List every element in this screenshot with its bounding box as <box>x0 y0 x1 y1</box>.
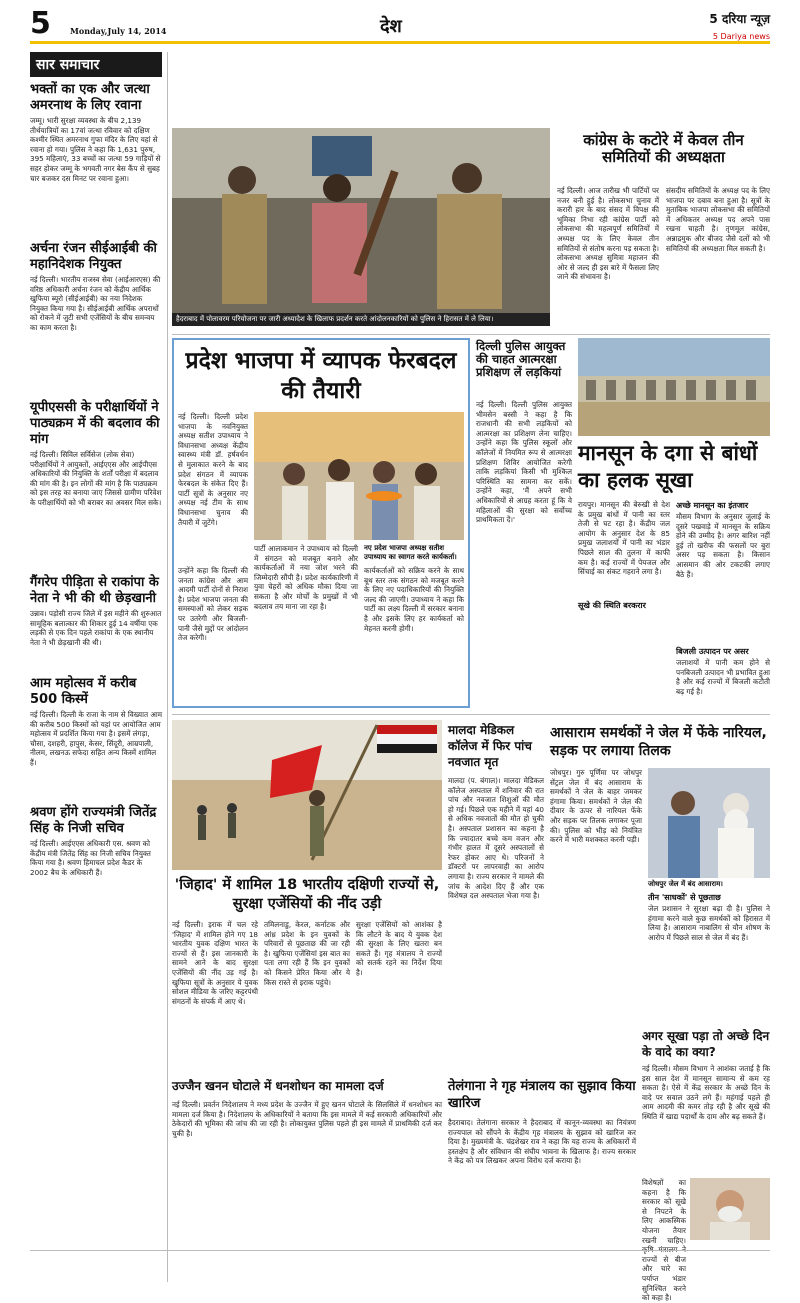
bjp-body-col1: नई दिल्ली। दिल्ली प्रदेश भाजपा के नवनियुक्त अध्यक्ष सतीश उपाध्याय ने विधानसभा अध्यक्ष केंद्रीय स्वास्थ्य मंत्री डॉ. हर्षवर्धन से मुलाकात करने के बाद प्रदेश संगठन में व्यापक फेरबदल के संकेत दिए हैं। पार्टी सूत्रों के अनुसार नए अध्यक्ष नई टीम के साथ विधानसभा चुनाव की तैयारी में जुटेंगे। <box>178 412 248 527</box>
bjp-body-col4: उन्होंने कहा कि दिल्ली की जनता कांग्रेस और आम आदमी पार्टी दोनों से निराश है। प्रदेश भाजपा जनता की समस्याओं को लेकर सड़क पर उतरेगी और बिजली-पानी जैसे मुद्दों पर आंदोलन तेज करेगी। <box>178 566 248 643</box>
column-divider <box>167 52 168 1282</box>
monsoon-body-col3: जलाशयों में पानी कम होने से पनबिजली उत्पादन भी प्रभावित हुआ है और कई राज्यों में बिजली कटौती बढ़ गई है। <box>676 658 770 696</box>
jihad-body-col2: तमिलनाडु, केरल, कर्नाटक और आंध्र प्रदेश के इन युवकों के परिवारों से पूछताछ की जा रही है। खुफिया एजेंसियां इस बात का पता लगा रही हैं कि इन युवकों को किसने प्रेरित किया और ये किस रास्ते से इराक पहुंचे। <box>264 920 350 987</box>
malda-headline: मालदा मेडिकल कॉलेज में फिर पांच नवजात मृत <box>448 723 532 769</box>
telangana-headline: तेलंगाना ने गृह मंत्रालय का सुझाव किया खारिज <box>448 1079 636 1111</box>
brief-headline: यूपीएससी के परीक्षार्थियों ने पाठ्यक्रम में की बदलाव की मांग <box>30 400 160 447</box>
brand-subtitle: 5 Dariya news <box>712 32 770 41</box>
jihad-body-col3: सुरक्षा एजेंसियों को आशंका है कि लौटने के बाद ये युवक देश की सुरक्षा के लिए खतरा बन सकते हैं। गृह मंत्रालय ने राज्यों को सतर्क रहने का निर्देश दिया है। <box>356 920 442 977</box>
newspaper-page <box>30 0 770 1303</box>
brief-body: नई दिल्ली। दिल्ली के राजा के नाम से विख्यात आम की करीब 500 किस्मों को यहां पर आयोजित आम महोत्सव में प्रदर्शित किया गया है। इसमें लंगड़ा, चौसा, दशहरी, हापुस, केसर, सिंदूरी, आम्रपाली, नीलम, लखनऊ सफेदा सहित अन्य किस्में शामिल हैं। <box>30 710 162 767</box>
jihad-photo-illustration <box>172 720 442 870</box>
brief-headline: गैंगरेप पीड़िता से राकांपा के नेता ने भी की थी छेड़खानी <box>30 575 159 606</box>
asaram-photo <box>648 768 770 878</box>
briefs-column <box>30 52 162 1292</box>
bjp-photo-illustration <box>254 412 464 540</box>
bjp-photo-caption: नए प्रदेश भाजपा अध्यक्ष सतीश उपाध्याय का स्वागत करते कार्यकर्ता। <box>364 544 457 561</box>
brief-headline: आम महोत्सव में करीब 500 किस्में <box>30 676 137 707</box>
bjp-body-col3: कार्यकर्ताओं को सक्रिय करने के साथ बूथ स्तर तक संगठन को मजबूत करने के लिए नए पदाधिकारियों की नियुक्ति जल्द की जाएगी। उपाध्याय ने कहा कि पार्टी का लक्ष्य दिल्ली में सरकार बनाना है और इसके लिए हर कार्यकर्ता को मेहनत करनी होगी। <box>364 566 464 633</box>
brief-body: नई दिल्ली। आईएएस अधिकारी एस. श्रवण को केंद्रीय मंत्री जितेंद्र सिंह का निजी सचिव नियुक्त किया गया है। श्रवण हिमाचल प्रदेश कैडर के 2002 बैच के अधिकारी हैं। <box>30 839 151 877</box>
congress-headline: कांग्रेस के कटोरे में केवल तीन समितियों की अध्यक्षता <box>583 131 744 167</box>
ujjain-body: नई दिल्ली। प्रवर्तन निदेशालय ने मध्य प्रदेश के उज्जैन में हुए खनन घोटाले के सिलसिले में धनशोधन का मामला दर्ज किया है। निदेशालय के अधिकारियों ने बताया कि इस मामले में कई सरकारी अधिकारियों और ठेकेदारों की भूमिका की जांच की जा रही है। लोकायुक्त पुलिस पहले ही इस मामले में प्राथमिकी दर्ज कर चुकी है। <box>172 1100 442 1138</box>
monsoon-body-col1: रायपुर। मानसून की बेरुखी से देश के प्रमुख बांधों में पानी का स्तर तेजी से घट रहा है। केंद्रीय जल आयोग के अनुसार देश के 85 प्रमुख जलाशयों में पानी का भंडार पिछले साल की तुलना में काफी कम है। कई राज्यों में पेयजल और सिंचाई का संकट गहराने लगा है। <box>578 500 670 577</box>
jihad-photo <box>172 720 442 870</box>
brief-body: उन्नाव। पड़ोसी राज्य जिले में इस महीने की शुरुआत सामूहिक बलात्कार की शिकार हुई 14 वर्षीया एक लड़की से एक दिन पहले राकांपा के एक स्थानीय नेता ने भी छेड़खानी की थी। <box>30 609 162 647</box>
monsoon-headline: मानसून के दगा से बांधों का हलक सूखा <box>578 441 758 492</box>
jihad-body-col1: नई दिल्ली। इराक में चल रहे 'जिहाद' में शामिल होने गए 18 भारतीय युवक दक्षिण भारत के राज्यों से हैं। इस जानकारी के सामने आने के बाद सुरक्षा एजेंसियों की नींद उड़ गई है। खुफिया सूत्रों के अनुसार ये युवक सोशल मीडिया के जरिए कट्टरपंथी संगठनों के संपर्क में आए थे। <box>172 920 258 1006</box>
protest-photo-illustration <box>172 128 550 313</box>
asaram-photo-illustration <box>648 768 770 878</box>
asaram-body-col1: जोधपुर। गुरु पूर्णिमा पर जोधपुर सेंट्रल जेल में बंद आसाराम के समर्थकों ने जेल के बाहर जमकर हंगामा किया। समर्थकों ने जेल की दीवार के ऊपर से नारियल फेंके और सड़क पर तिलक लगाकर पूजा की। पुलिस को भीड़ को नियंत्रित करने में भारी मशक्कत करनी पड़ी। <box>550 768 642 845</box>
page-number: 5 <box>30 6 51 41</box>
asaram-subhead: तीन 'साधकों' से पूछताछ <box>648 893 721 902</box>
protest-photo-caption: हैदराबाद में पोलावरम परियोजना पर जारी अध्यादेश के खिलाफ प्रदर्शन करते आंदोलनकारियों को पुलिस ने हिरासत में ले लिया। <box>172 313 550 326</box>
brief-body: नई दिल्ली। सिविल सर्विसेज (लोक सेवा) परीक्षार्थियों ने आयुक्तों, आईएएस और आईपीएस अधिकारियों की नियुक्ति के शर्तों परीक्षा में बदलाव की मांग की है। इन लोगों की मांग है कि पाठ्यक्रम को इस तरह का बनाया जाए जिससे ग्रामीण परिवेश के परीक्षार्थियों को भी बराबर का अवसर मिल सके। <box>30 450 162 507</box>
issue-date: Monday,July 14, 2014 <box>70 26 167 36</box>
jihad-headline: 'जिहाद' में शामिल 18 भारतीय दक्षिणी राज्यों से, सुरक्षा एजेंसियों की नींद उड़ी <box>174 877 440 912</box>
congress-body-col2: संसदीय समितियों के अध्यक्ष पद के लिए भाजपा पर दबाव बना हुआ है। सूत्रों के मुताबिक भाजपा लोकसभा की समितियों में अधिकतर अध्यक्ष पद अपने पास रखना चाहती है। तृणमूल कांग्रेस, अन्नाद्रमुक और बीजद जैसे दलों को भी समितियों की अध्यक्षता मिल सकती है। <box>666 186 770 253</box>
bjp-headline: प्रदेश भाजपा में व्यापक फेरबदल की तैयारी <box>185 348 457 404</box>
modi-photo <box>690 1178 770 1240</box>
brand-name: 5 दरिया न्यूज़ <box>709 12 770 26</box>
section-title: देश <box>380 16 402 37</box>
protest-photo <box>172 128 550 313</box>
achhe-din-body-col1: नई दिल्ली। मौसम विभाग ने आशंका जताई है कि इस साल देश में मानसून सामान्य से कम रह सकता है। ऐसे में केंद्र सरकार के अच्छे दिन के वादे पर सवाल उठने लगे हैं। महंगाई पहले ही आम आदमी की कमर तोड़ रही है और सूखे की स्थिति में खाद्य पदार्थों के दाम और बढ़ सकते हैं। <box>642 1064 770 1121</box>
achhe-din-body-col2: विशेषज्ञों का कहना है कि सरकार को सूखे से निपटने के लिए आकस्मिक योजना तैयार रखनी चाहिए। राज्यों से बीज और चारे का पर्याप्त भंडार सुनिश्चित करने को कहा है। <box>642 1178 686 1303</box>
brief-headline: अर्चना रंजन सीईआईबी की महानिदेशक नियुक्त <box>30 241 157 272</box>
bjp-body-col2: पार्टी आलाकमान ने उपाध्याय को दिल्ली में संगठन को मजबूत बनाने और कार्यकर्ताओं में नया जोश भरने की जिम्मेदारी सौंपी है। प्रदेश कार्यकारिणी में युवा चेहरों को अधिक मौका दिया जा सकता है और मोर्चों के प्रमुखों में भी बदलाव तय माना जा रहा है। <box>254 544 358 611</box>
brief-body: नई दिल्ली। भारतीय राजस्व सेवा (आईआरएस) की वरिष्ठ अधिकारी अर्चना रंजन को केंद्रीय आर्थिक खुफिया ब्यूरो (सीईआईबी) का नया निदेशक नियुक्त किया गया है। सीईआईबी आर्थिक अपराधों को रोकने में जुटी सभी एजेंसियों के बीच समन्वय का काम करता है। <box>30 275 161 332</box>
footer-rule <box>30 1250 770 1251</box>
asaram-body-col2: जेल प्रशासन ने सुरक्षा बढ़ा दी है। पुलिस ने हंगामा करने वाले कुछ समर्थकों को हिरासत में लिया है। आसाराम नाबालिग से यौन शोषण के आरोप में पिछले साल से जेल में बंद हैं। <box>648 904 770 942</box>
brief-headline: भक्तों का एक और जत्था अमरनाथ के लिए रवाना <box>30 82 150 113</box>
malda-body: मालदा (प. बंगाल)। मालदा मेडिकल कॉलेज अस्पताल में शनिवार की रात पांच और नवजात शिशुओं की मौत हो गई। पिछले एक महीने में यहां 40 से अधिक नवजातों की मौत हो चुकी है। अस्पताल प्रशासन का कहना है कि ज्यादातर बच्चे कम वजन और गंभीर हालत में दूसरे अस्पतालों से रेफर होकर आए थे। परिजनों ने डॉक्टरों पर लापरवाही का आरोप लगाया है। राज्य सरकार ने मामले की जांच के आदेश दिए हैं और एक विशेषज्ञ दल अस्पताल भेजा गया है। <box>448 776 544 901</box>
brief-body: जम्मू। भारी सुरक्षा व्यवस्था के बीच 2,139 तीर्थयात्रियों का 17वां जत्था रविवार को दक्षिण कश्मीर स्थित अमरनाथ गुफा मंदिर के लिए यहां से रवाना हो गया। पुलिस ने कहा कि 1,631 पुरुष, 395 महिलाएं, 33 बच्चों का जत्था 59 गाड़ियों से सहर होकर जम्मू के भगवती नगर बेस कैंप से सुबह चार बजकर दस मिनट पर रवाना हुआ। <box>30 116 161 183</box>
monsoon-subhead-3: बिजली उत्पादन पर असर <box>676 647 749 656</box>
dam-photo-illustration <box>578 338 770 436</box>
monsoon-subhead-2: अच्छे मानसून का इंतजार <box>676 501 749 510</box>
asaram-headline: आसाराम समर्थकों ने जेल में फेंके नारियल, सड़क पर लगाया तिलक <box>550 725 767 759</box>
ujjain-headline: उज्जैन खनन घोटाले में धनशोधन का मामला दर्ज <box>172 1079 384 1093</box>
bjp-photo <box>254 412 464 540</box>
section-divider <box>172 714 770 715</box>
page-header <box>30 8 770 44</box>
brief-headline: श्रवण होंगे राज्यमंत्री जितेंद्र सिंह के निजी सचिव <box>30 805 157 836</box>
monsoon-subhead-1: सूखे की स्थिति बरकरार <box>578 601 646 610</box>
achhe-din-headline: अगर सूखा पड़ा तो अच्छे दिन के वादे का क्या? <box>642 1029 770 1059</box>
briefs-title: सार समाचार <box>30 52 162 77</box>
telangana-body: हैदराबाद। तेलंगाना सरकार ने हैदराबाद में कानून-व्यवस्था का नियंत्रण राज्यपाल को सौंपने के केंद्रीय गृह मंत्रालय के सुझाव को खारिज कर दिया है। मुख्यमंत्री के. चंद्रशेखर राव ने कहा कि यह राज्य के अधिकारों में हस्तक्षेप है और संविधान की संघीय भावना के खिलाफ है। राज्य सरकार ने केंद्र को पत्र लिखकर अपना विरोध दर्ज कराया है। <box>448 1118 636 1166</box>
congress-body-col1: नई दिल्ली। आज तारीख भी पार्टियों पर नजर बनी हुई है। लोकसभा चुनाव में करारी हार के बाद संसद में विपक्ष की भूमिका निभा रही कांग्रेस पार्टी को लोकसभा की महत्वपूर्ण समितियों में अध्यक्ष पद के लिए केवल तीन समितियों से संतोष करना पड़ सकता है। लोकसभा अध्यक्ष सुमित्रा महाजन की ओर से जल्द ही इस बारे में फैसला लिए जाने की संभावना है। <box>557 186 659 282</box>
police-headline: दिल्ली पुलिस आयुक्त की चाहत आत्मरक्षा प्रशिक्षण लें लड़कियां <box>476 339 566 380</box>
modi-photo-illustration <box>690 1178 770 1240</box>
section-divider <box>172 334 770 335</box>
asaram-photo-caption: जोधपुर जेल में बंद आसाराम। <box>648 880 723 888</box>
police-body: नई दिल्ली। दिल्ली पुलिस आयुक्त भीमसेन बस्सी ने कहा है कि राजधानी की सभी लड़कियों को आत्मरक्षा का प्रशिक्षण लेना चाहिए। उन्होंने कहा कि पुलिस स्कूलों और कॉलेजों में नियमित रूप से आत्मरक्षा प्रशिक्षण शिविर आयोजित करेगी ताकि लड़कियां किसी भी मुश्किल परिस्थिति का सामना कर सकें। उन्होंने कहा, 'मैं अपने सभी अधिकारियों से आग्रह करता हूं कि वे महिलाओं की सुरक्षा को सर्वोच्च प्राथमिकता दें।' <box>476 400 572 525</box>
monsoon-body-col2: मौसम विभाग के अनुसार जुलाई के दूसरे पखवाड़े में मानसून के सक्रिय होने की उम्मीद है। अगर बारिश नहीं हुई तो खरीफ की फसलों पर बुरा असर पड़ सकता है। किसान आसमान की ओर टकटकी लगाए बैठे हैं। <box>676 512 770 579</box>
dam-photo <box>578 338 770 436</box>
